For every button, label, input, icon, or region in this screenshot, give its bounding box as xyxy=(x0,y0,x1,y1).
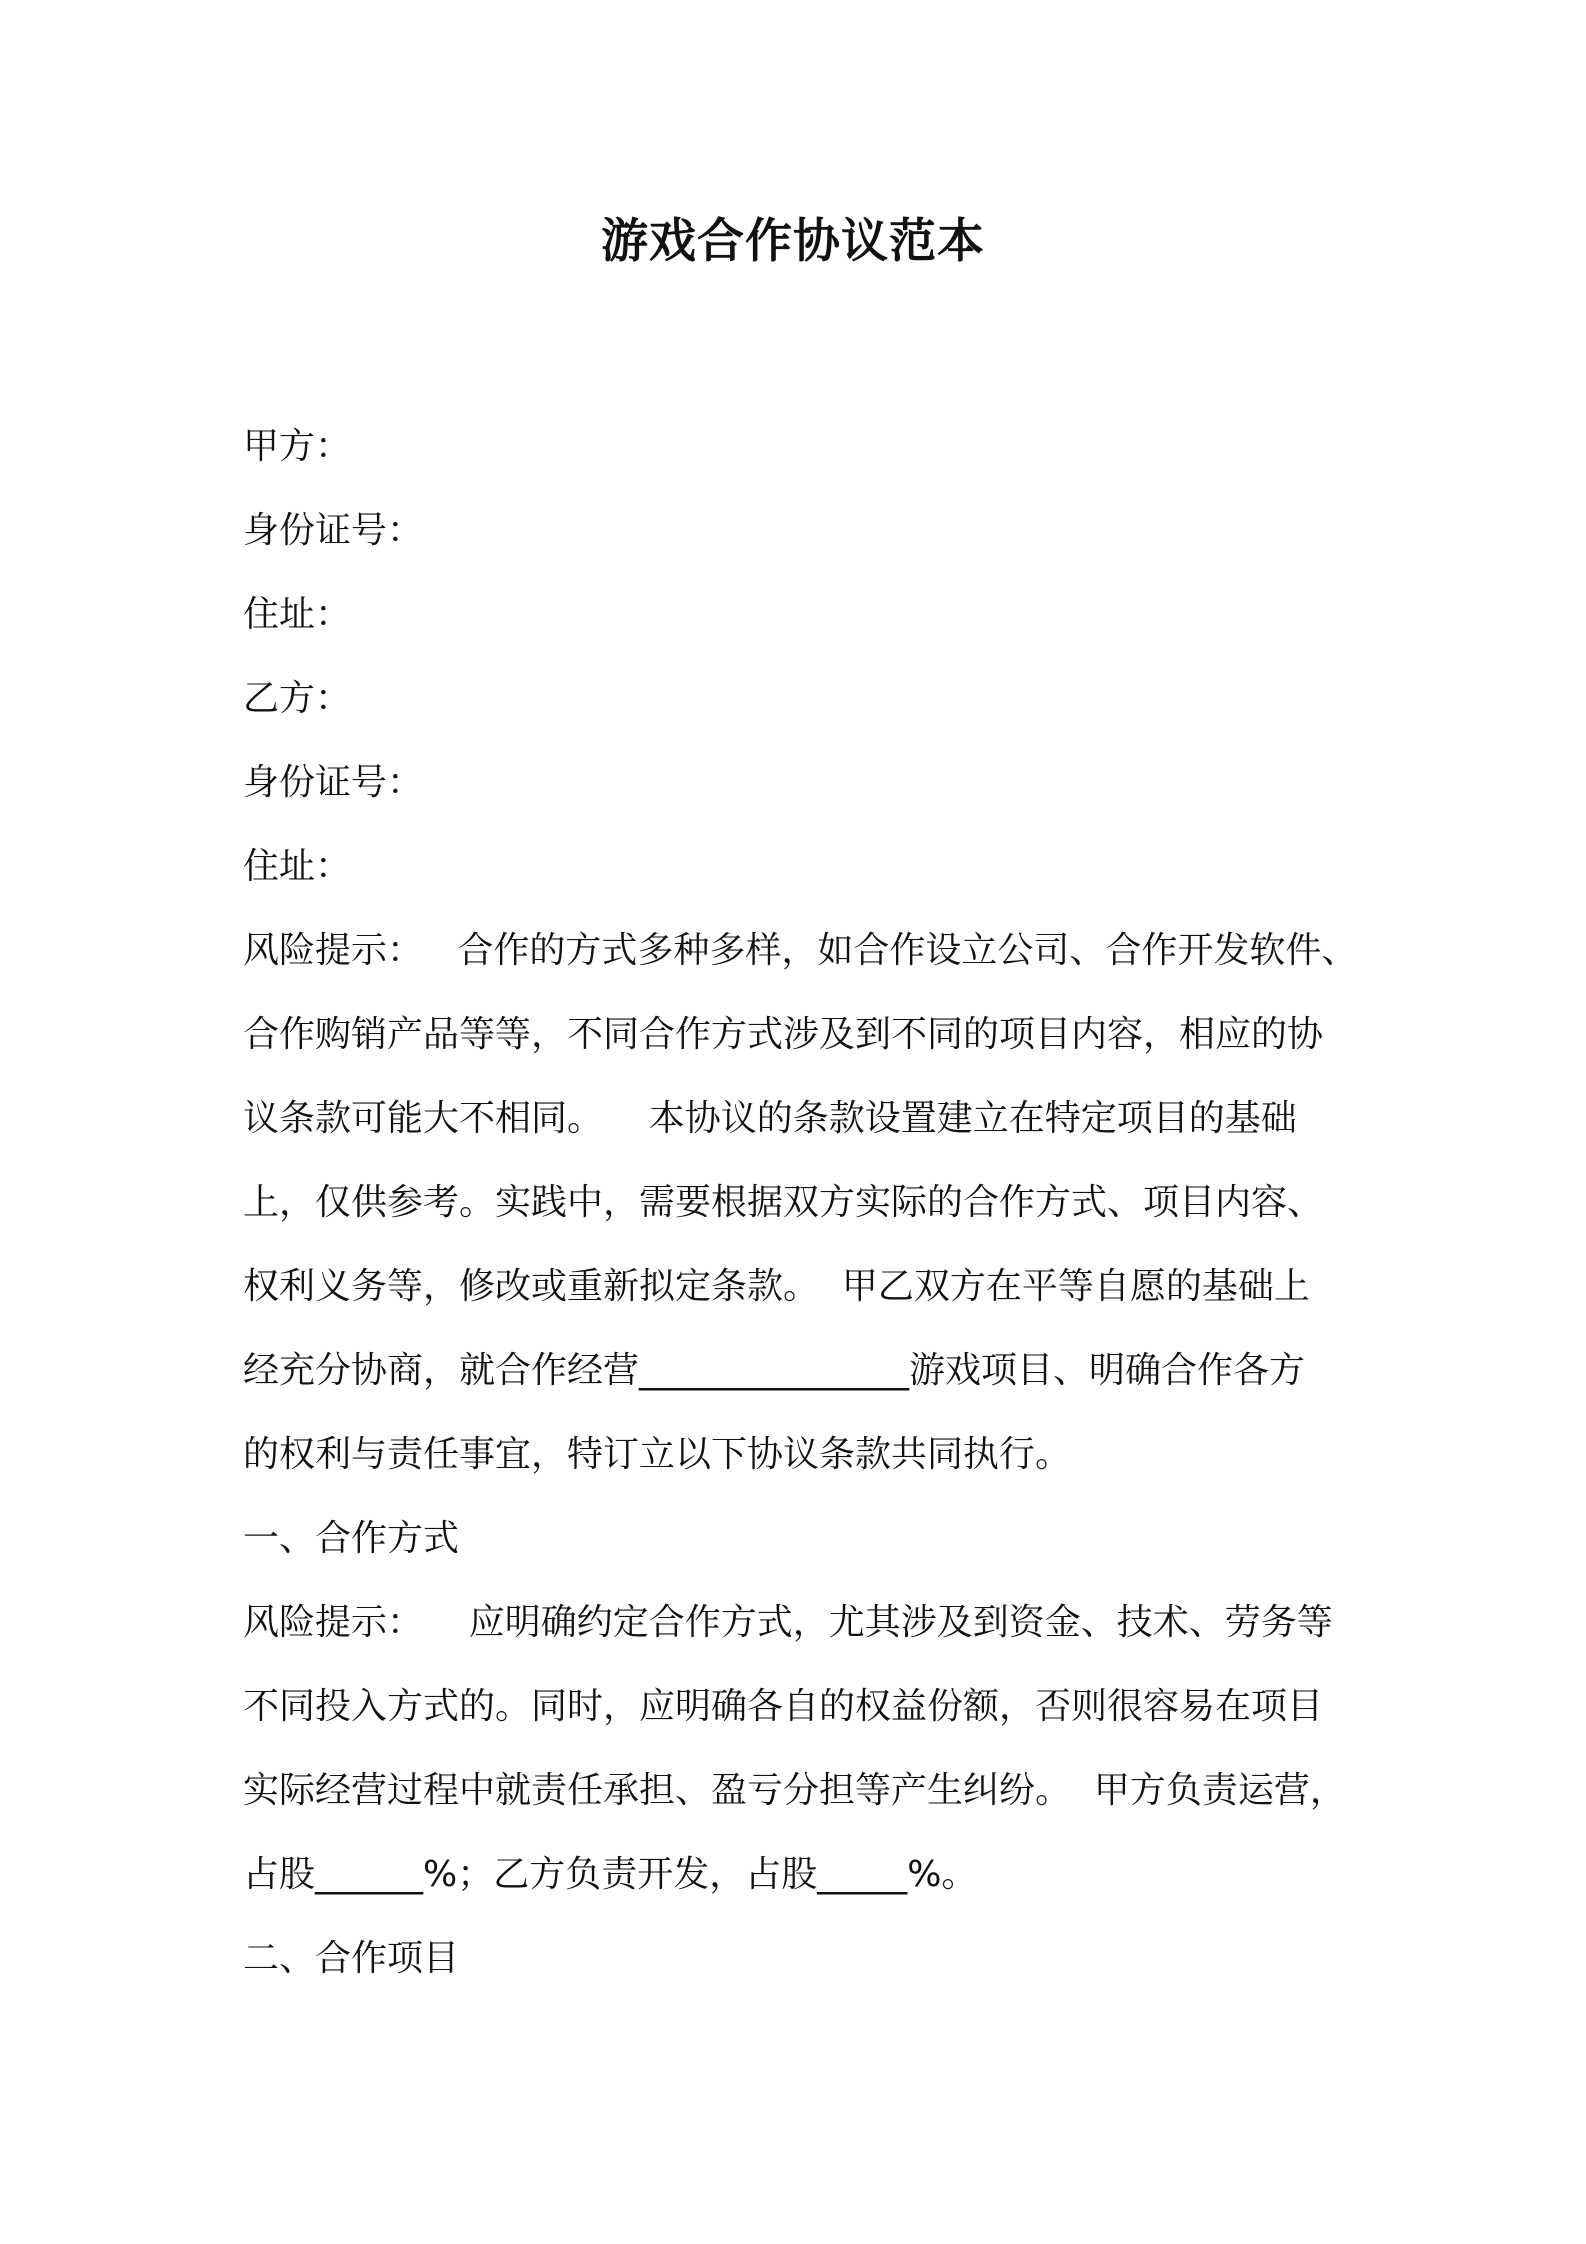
paragraph-line: 议条款可能大不相同。 本协议的条款设置建立在特定项目的基础 xyxy=(243,1098,1297,1139)
paragraph-line: 经充分协商，就合作经营_______________游戏项目、明确合作各方 xyxy=(243,1350,1306,1391)
document-title: 游戏合作协议范本 xyxy=(601,214,985,269)
paragraph-line: 实际经营过程中就责任承担、盈亏分担等产生纠纷。 甲方负责运营， xyxy=(243,1770,1346,1811)
party-a-id-line: 身份证号： xyxy=(243,510,424,551)
paragraph-line: 合作购销产品等等，不同合作方式涉及到不同的项目内容，相应的协 xyxy=(243,1014,1324,1055)
document-body xyxy=(243,405,1358,2001)
party-b-line: 乙方： xyxy=(243,678,352,719)
risk-note-line: 风险提示： 合作的方式多种多样，如合作设立公司、合作开发软件、 xyxy=(243,930,1358,971)
party-b-id-line: 身份证号： xyxy=(243,762,424,803)
party-a-address-line: 住址： xyxy=(243,594,352,635)
party-a-line: 甲方： xyxy=(243,426,352,467)
paragraph-line: 上，仅供参考。实践中，需要根据双方实际的合作方式、项目内容、 xyxy=(243,1182,1324,1223)
section-heading-cooperation-method: 一、合作方式 xyxy=(243,1518,460,1559)
risk-note-line: 风险提示： 应明确约定合作方式，尤其涉及到资金、技术、劳务等 xyxy=(243,1602,1333,1643)
paragraph-line: 的权利与责任事宜，特订立以下协议条款共同执行。 xyxy=(243,1434,1072,1475)
share-ratio-line: 占股______%；乙方负责开发，占股_____%。 xyxy=(243,1854,978,1895)
section-heading-cooperation-project: 二、合作项目 xyxy=(243,1938,460,1979)
party-b-address-line: 住址： xyxy=(243,846,352,887)
paragraph-line: 权利义务等，修改或重新拟定条款。 甲乙双方在平等自愿的基础上 xyxy=(243,1266,1310,1307)
paragraph-line: 不同投入方式的。同时，应明确各自的权益份额，否则很容易在项目 xyxy=(243,1686,1324,1727)
